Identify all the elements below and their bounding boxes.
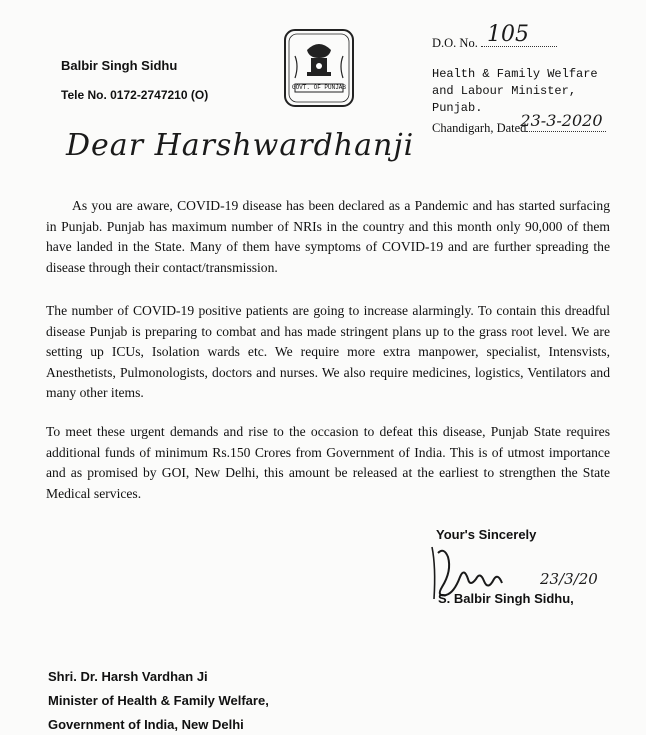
government-emblem-icon — [281, 26, 357, 110]
office-line: and Labour Minister, — [432, 84, 577, 98]
body-paragraph-2: The number of COVID-19 positive patients are going to increase alarmingly. To contain this dreadful disease Punjab is preparing to combat and has made stringent plans up to the grass root level. We are setting up ICUs, Isolation wards etc. We require more extra manpower, specialist, Intensvists, Anesthetists, Pulmonologists, doctors and nurses. We also require medicines, logistics, Ventilators and many other items. — [46, 303, 610, 401]
addressee-line: Government of India, New Delhi — [48, 717, 244, 732]
handwritten-date: 23-3-2020 — [520, 111, 603, 130]
valediction: Your's Sincerely — [436, 527, 537, 542]
do-number-field — [481, 22, 557, 47]
handwritten-salutation: Dear Harshwardhanji — [66, 128, 415, 163]
office-line: Punjab. — [432, 101, 483, 115]
sender-telephone: Tele No. 0172-2747210 (O) — [61, 88, 209, 102]
body-paragraph-1: As you are aware, COVID-19 disease has been declared as a Pandemic and has started surfacing in Punjab. Punjab has maximum number of NRIs in the country and this month only 90,000 of them have landed in the State. Many of them have symptoms of COVID-19 and are further spreading the disease through their contact/transmission. — [46, 198, 610, 275]
addressee-line: Minister of Health & Family Welfare, — [48, 693, 269, 708]
signature-date: 23/3/20 — [540, 570, 598, 588]
do-number-line — [432, 22, 557, 51]
signatory-name: S. Balbir Singh Sidhu, — [438, 591, 574, 606]
addressee-line: Shri. Dr. Harsh Vardhan Ji — [48, 669, 208, 684]
sender-name: Balbir Singh Sidhu — [61, 58, 178, 73]
date-field — [520, 111, 606, 132]
office-address — [432, 66, 598, 117]
emblem-text: GOVT. OF PUNJAB — [291, 84, 346, 91]
addressee-block — [48, 665, 269, 737]
place-date-label: Chandigarh, Dated — [432, 121, 527, 135]
place-date-line — [432, 111, 606, 136]
office-line: Health & Family Welfare — [432, 67, 598, 81]
do-number: 105 — [486, 22, 529, 47]
body-paragraph-3: To meet these urgent demands and rise to the occasion to defeat this disease, Punjab State requires additional funds of minimum Rs.150 Crores from Government of India. This is of utmost importance and as promised by GOI, New Delhi, this amount be released at the earliest to strengthen the State Medical services. — [46, 424, 610, 501]
do-label: D.O. No. — [432, 36, 478, 50]
